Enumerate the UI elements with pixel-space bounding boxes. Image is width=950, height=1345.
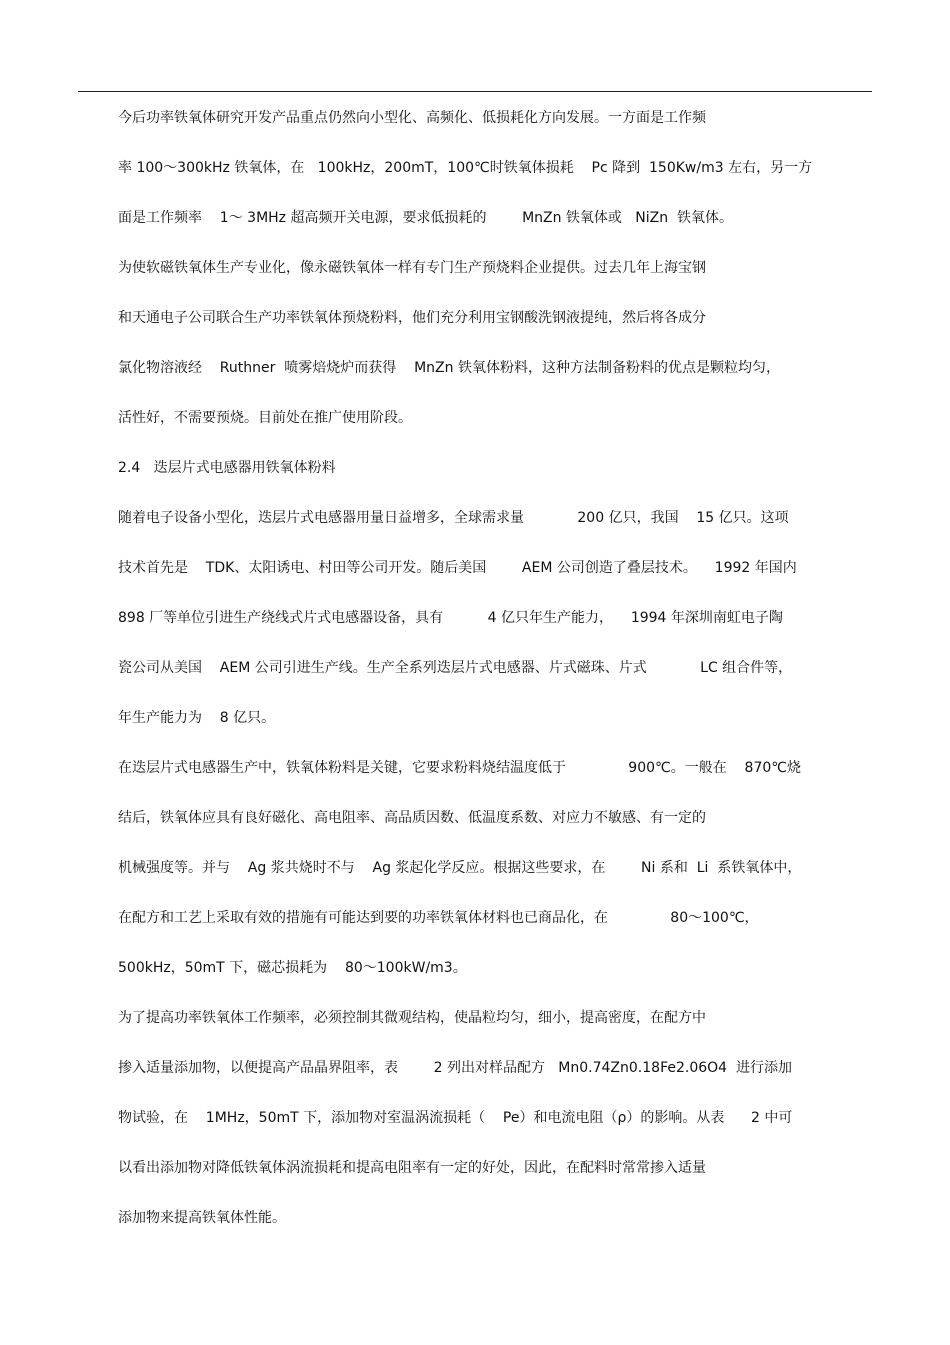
paragraph-line: 机械强度等。并与 Ag 浆共烧时不与 Ag 浆起化学反应。根据这些要求，在 Ni 系和 Li 系铁氧体中， <box>118 860 802 876</box>
paragraph-line: 在迭层片式电感器生产中，铁氧体粉料是关键，它要求粉料烧结温度低于 900℃。一般在 870℃烧 <box>118 760 801 776</box>
paragraph-line: 添加物来提高铁氧体性能。 <box>118 1210 286 1226</box>
header-rule <box>78 91 872 92</box>
paragraph-line: 500kHz，50mT 下，磁芯损耗为 80～100kW/m3。 <box>118 960 467 976</box>
paragraph-line: 物试验，在 1MHz，50mT 下，添加物对室温涡流损耗（ Pe）和电流电阻（ρ）的影响。从表 2 中可 <box>118 1110 793 1126</box>
section-heading: 2.4 迭层片式电感器用铁氧体粉料 <box>118 460 336 476</box>
paragraph-line: 898 厂等单位引进生产绕线式片式电感器设备，具有 4 亿只年生产能力， 1994 年深圳南虹电子陶 <box>118 610 783 626</box>
paragraph-line: 氯化物溶液经 Ruthner 喷雾焙烧炉而获得 MnZn 铁氧体粉料，这种方法制备粉料的优点是颗粒均匀， <box>118 360 780 376</box>
paragraph-line: 年生产能力为 8 亿只。 <box>118 710 276 726</box>
paragraph-line: 掺入适量添加物，以便提高产品晶界阻率，表 2 列出对样品配方 Mn0.74Zn0.18Fe2.06O4 进行添加 <box>118 1060 792 1076</box>
paragraph-line: 结后，铁氧体应具有良好磁化、高电阻率、高品质因数、低温度系数、对应力不敏感、有一定的 <box>118 810 706 826</box>
paragraph-line: 以看出添加物对降低铁氧体涡流损耗和提高电阻率有一定的好处，因此，在配料时常常掺入适量 <box>118 1160 706 1176</box>
paragraph-line: 瓷公司从美国 AEM 公司引进生产线。生产全系列迭层片式电感器、片式磁珠、片式 LC 组合件等， <box>118 660 793 676</box>
paragraph-line: 为使软磁铁氧体生产专业化，像永磁铁氧体一样有专门生产预烧料企业提供。过去几年上海宝钢 <box>118 260 706 276</box>
paragraph-line: 和天通电子公司联合生产功率铁氧体预烧粉料，他们充分利用宝钢酸洗钢液提纯，然后将各成分 <box>118 310 706 326</box>
paragraph-line: 为了提高功率铁氧体工作频率，必须控制其微观结构，使晶粒均匀，细小，提高密度，在配方中 <box>118 1010 706 1026</box>
paragraph-line: 在配方和工艺上采取有效的措施有可能达到要的功率铁氧体材料也已商品化，在 80～100℃， <box>118 910 759 926</box>
paragraph-line: 活性好，不需要预烧。目前处在推广使用阶段。 <box>118 410 412 426</box>
paragraph-line: 随着电子设备小型化，迭层片式电感器用量日益增多，全球需求量 200 亿只，我国 15 亿只。这项 <box>118 510 789 526</box>
paragraph-line: 技术首先是 TDK、太阳诱电、村田等公司开发。随后美国 AEM 公司创造了叠层技术。 1992 年国内 <box>118 560 797 576</box>
paragraph-line: 面是工作频率 1～ 3MHz 超高频开关电源，要求低损耗的 MnZn 铁氧体或 NiZn 铁氧体。 <box>118 210 734 226</box>
paragraph-line: 率 100～300kHz 铁氧体，在 100kHz，200mT，100℃时铁氧体损耗 Pc 降到 150Kw/m3 左右，另一方 <box>118 160 813 176</box>
paragraph-line: 今后功率铁氧体研究开发产品重点仍然向小型化、高频化、低损耗化方向发展。一方面是工作频 <box>118 110 706 126</box>
